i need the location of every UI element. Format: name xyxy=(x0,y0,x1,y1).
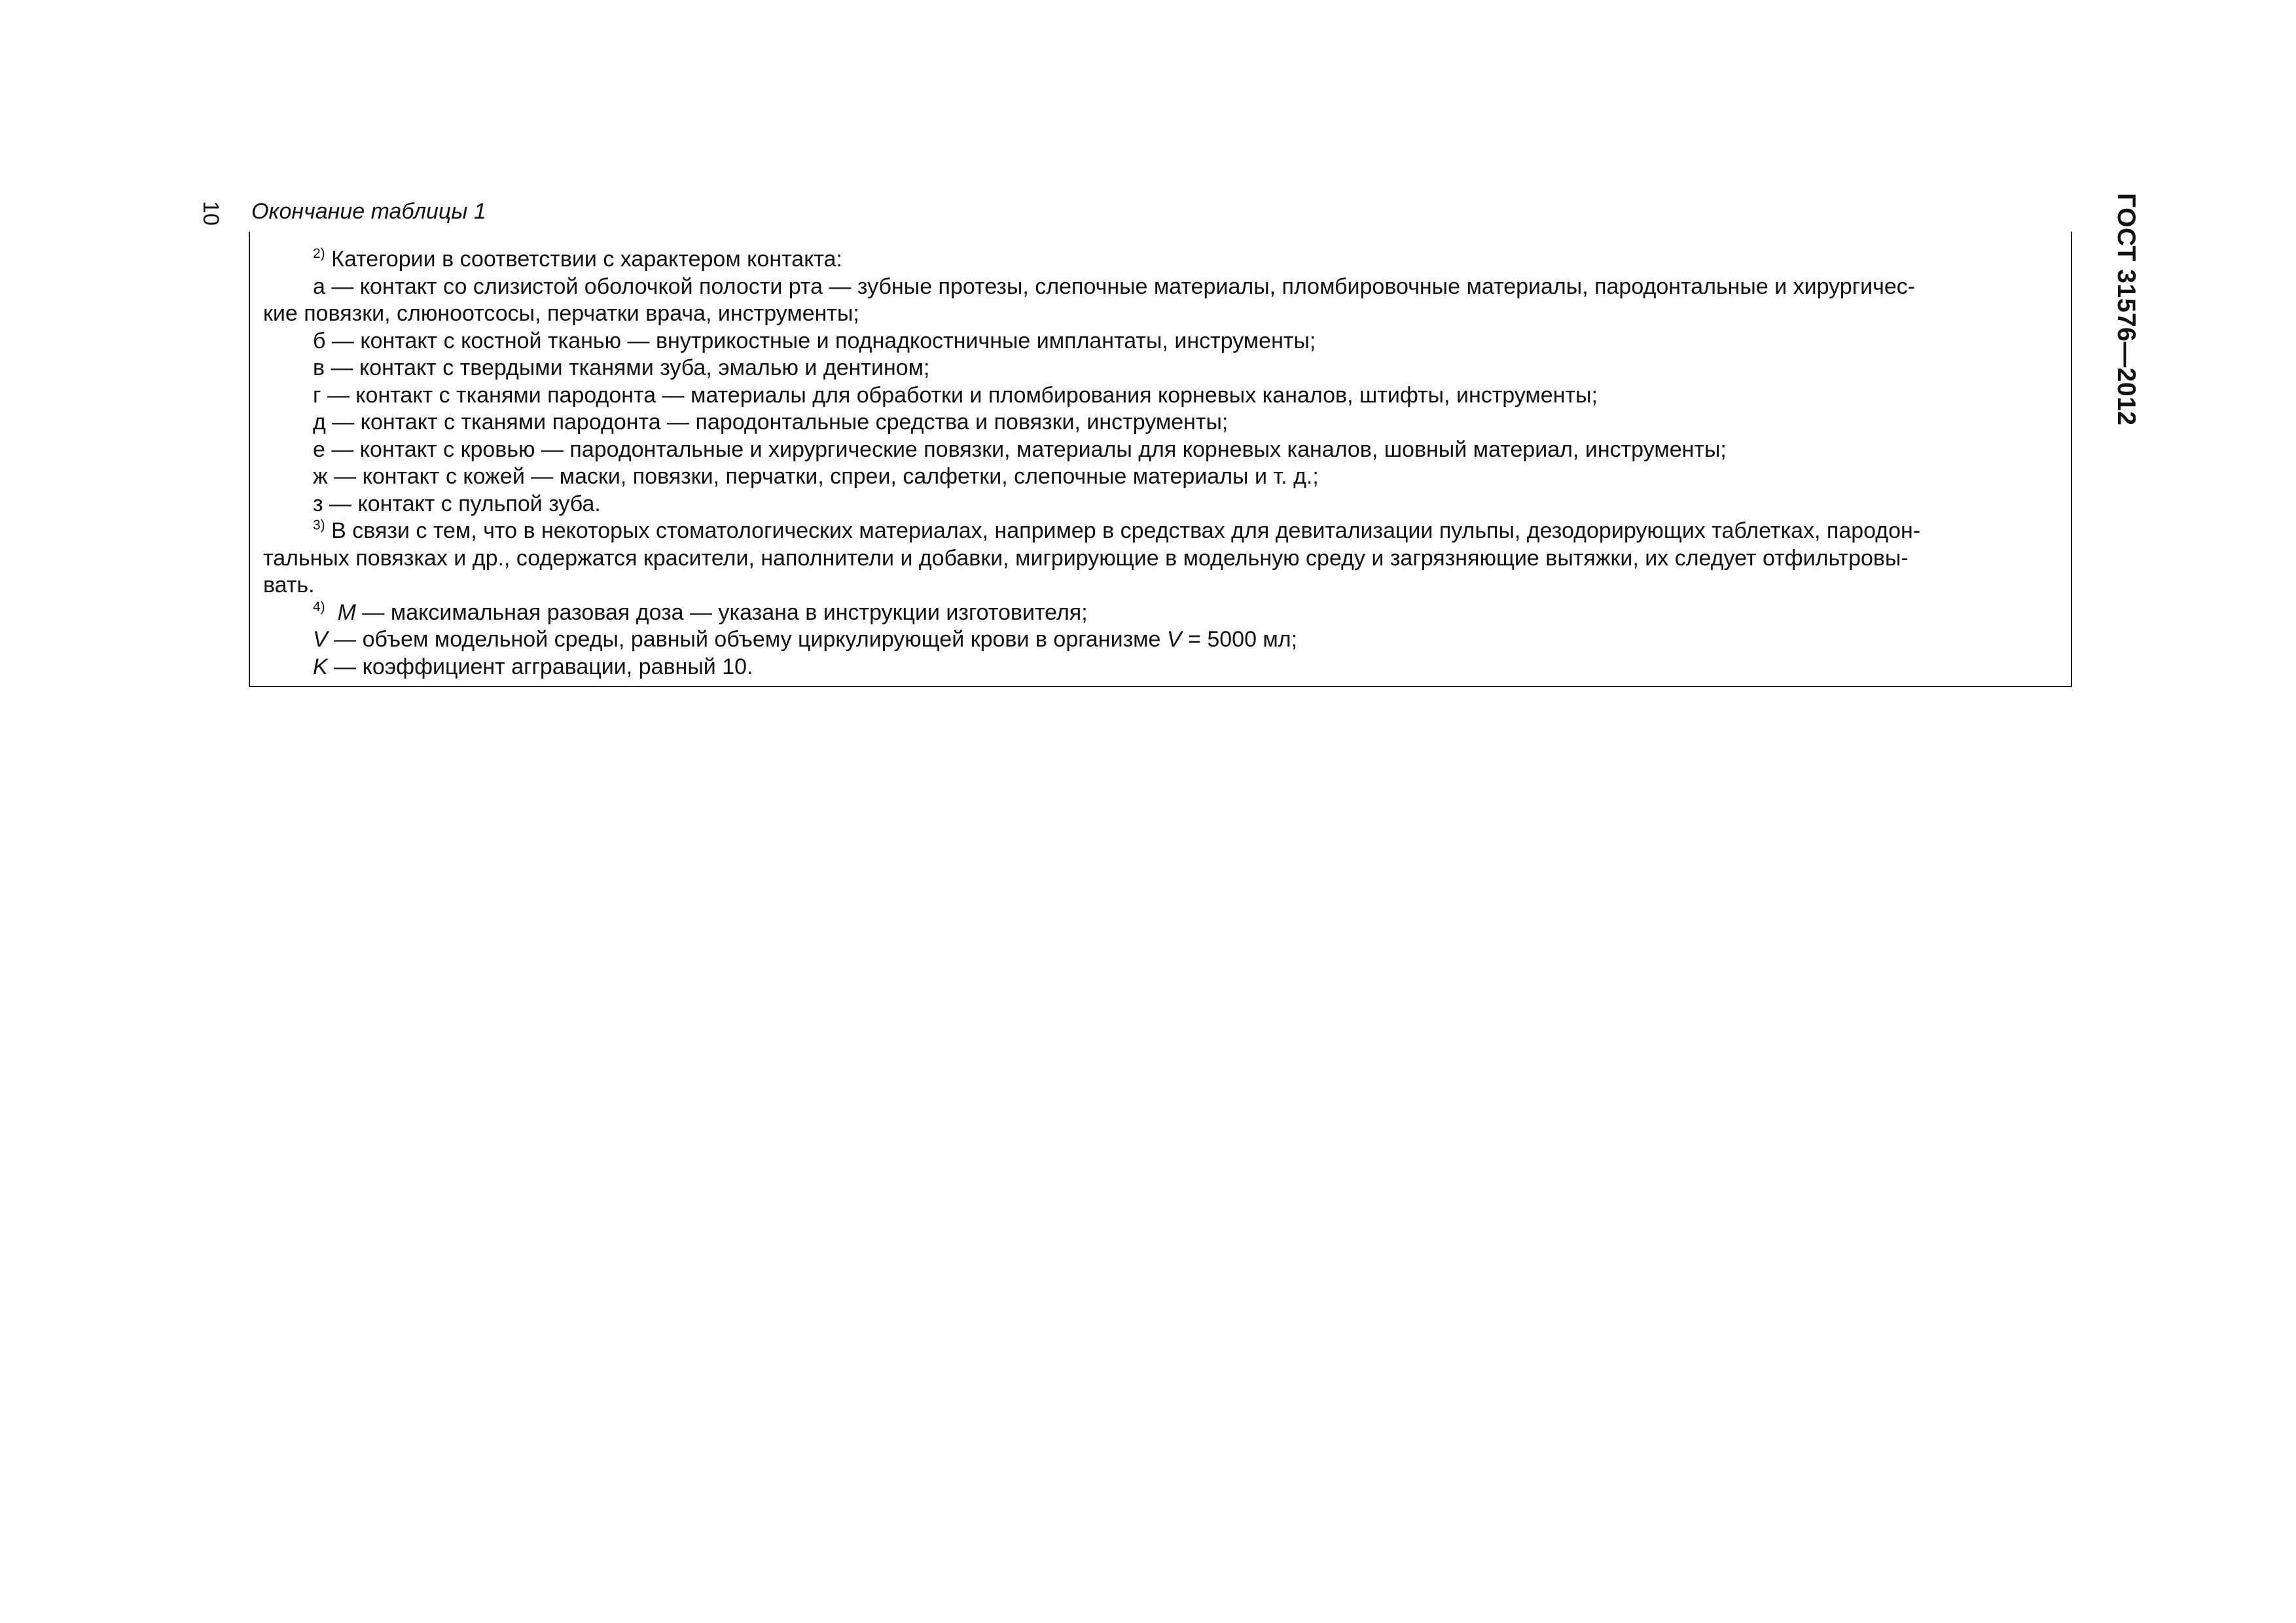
document-code-text: ГОСТ 31576—2012 xyxy=(2112,193,2140,426)
category-b: б — контакт с костной тканью — внутрикостные и поднадкостничные имплантаты, инструменты; xyxy=(313,328,1316,353)
footnote-3-line-2: тальных повязках и др., содержатся красители, наполнители и добавки, мигрирующие в модельную среду и загрязняющие вытяжки, их следует отфильтровы- xyxy=(263,545,1909,571)
category-a-line-1: а — контакт со слизистой оболочкой полости рта — зубные протезы, слепочные материалы, пломбировочные материалы, пародонтальные и хирургичес- xyxy=(313,274,1916,299)
document-code xyxy=(2106,193,2145,442)
table-footnotes xyxy=(263,246,2054,681)
category-a-line-2: кие повязки, слюноотсосы, перчатки врача, инструменты; xyxy=(263,301,859,326)
footnote-4-k-line xyxy=(263,654,2054,681)
footnote-3-line-1 xyxy=(263,518,2054,545)
symbol-k: K xyxy=(313,654,328,679)
symbol-m: M xyxy=(337,599,356,625)
table-caption: Окончание таблицы 1 xyxy=(251,199,486,224)
symbol-v-2: V xyxy=(1166,627,1182,652)
category-e: е — контакт с кровью — пародонтальные и хирургические повязки, материалы для корневых каналов, шовный материал, инструменты; xyxy=(313,437,1727,462)
footnote-3-marker: 3) xyxy=(313,518,325,533)
footnote-4-marker: 4) xyxy=(313,599,325,615)
footnote-4-v-text-2: = 5000 мл; xyxy=(1181,627,1298,652)
page-number: 10 xyxy=(198,201,223,226)
footnote-4-m-line xyxy=(263,599,2054,627)
symbol-v: V xyxy=(313,627,328,652)
footnote-2-intro xyxy=(263,246,2054,274)
table-continuation-frame xyxy=(249,232,2072,687)
footnote-3-line-1-text: В связи с тем, что в некоторых стоматологических материалах, например в средствах для девитализации пульпы, дезодорирующих таблетках, пародон- xyxy=(331,518,1921,543)
category-d: д — контакт с тканями пародонта — пародонтальные средства и повязки, инструменты; xyxy=(313,410,1229,435)
footnote-4-m-text: — максимальная разовая доза — указана в инструкции изготовителя; xyxy=(355,599,1088,625)
footnote-4-v-line xyxy=(263,626,2054,654)
footnote-2-intro-text: Категории в соответствии с характером контакта: xyxy=(331,247,842,272)
category-g: г — контакт с тканями пародонта — материалы для обработки и пломбирования корневых каналов, штифты, инструменты; xyxy=(313,382,1598,408)
footnote-2-marker: 2) xyxy=(313,246,325,261)
footnote-4-v-text: — объем модельной среды, равный объему циркулирующей крови в организме xyxy=(327,627,1167,652)
category-v: в — контакт с твердыми тканями зуба, эмалью и дентином; xyxy=(313,355,930,380)
footnote-4-k-text: — коэффициент аггравации, равный 10. xyxy=(327,654,753,679)
footnote-3-line-3: вать. xyxy=(263,573,315,597)
category-z: з — контакт с пульпой зуба. xyxy=(313,491,601,516)
category-zh: ж — контакт с кожей — маски, повязки, перчатки, спреи, салфетки, слепочные материалы и т. д.; xyxy=(313,464,1319,489)
